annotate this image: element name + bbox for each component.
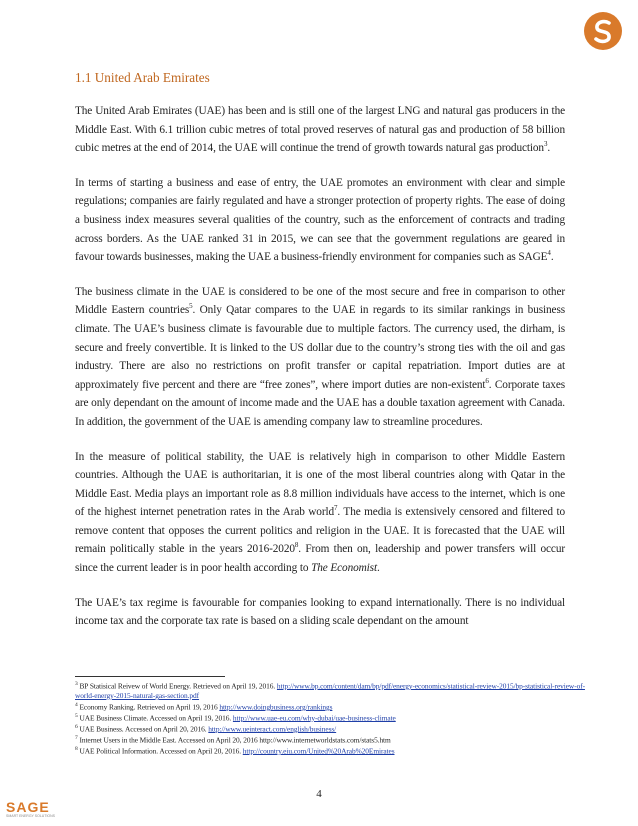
footnote-link[interactable]: http://country.eiu.com/United%20Arab%20Emirates <box>242 746 395 756</box>
page-content <box>75 70 565 647</box>
section-heading: 1.1 United Arab Emirates <box>75 70 210 85</box>
logo-tagline: SMART ENERGY SOLUTIONS <box>6 814 56 818</box>
footnote-link[interactable]: http://www.bp.com/content/dam/bp/pdf/energy-economics/statistical-review-2015/bp-statistical-review-of-world-energy-2015-natural-gas-section.pdf <box>75 681 585 701</box>
footnote-4: $^4$ Economy Ranking. Retrieved on April 19, 2016 http://www.doingbusiness.org/rankings <box>75 701 333 712</box>
footnote-ref[interactable]: 7 <box>334 504 338 513</box>
footnote-link[interactable]: http://www.uae-eu.com/why-dubai/uae-business-climate <box>232 713 396 723</box>
paragraph-tax-regime: The UAE’s tax regime is favourable for companies looking to expand internationally. There is no individual income tax and the corporate tax rate is based on a sliding scale dependant on the amount <box>75 596 565 628</box>
footnote-6: $^6$ UAE Business. Accessed on April 20, 2016. http://www.ueinteract.com/english/business/ <box>75 723 337 734</box>
footnote-ref[interactable]: 6 <box>485 376 489 385</box>
footnote-3: $^3$ BP Statisical Reivew of World Energy. Retrieved on April 19, 2016. http://www.bp.com/content/dam/bp/pdf/energy-economics/statistical-review-2015/bp-statistical-review-of-world-energy-2015-natural-gas-section.pdf <box>75 681 585 701</box>
paragraph-natural-gas: The United Arab Emirates (UAE) has been and is still one of the largest LNG and natural gas producers in the Middle East. With 6.1 trillion cubic metres of total proved reserves of natural gas and production of 58 billion cubic metres at the end of 2014, the UAE will continue the trend of growth towards natural gas production$^3$. <box>75 105 565 155</box>
footnote-8: $^8$ UAE Political Information. Accessed on April 20, 2016. http://country.eiu.com/United%20Arab%20Emirates <box>75 745 395 756</box>
footnote-link[interactable]: http://www.doingbusiness.org/rankings <box>219 702 333 712</box>
footnote-ref[interactable]: 8 <box>294 541 299 550</box>
footnote-ref[interactable]: 5 <box>189 302 193 311</box>
footnotes <box>75 680 585 756</box>
footnote-7: $^7$ Internet Users in the Middle East. Accessed on April 20, 2016 http://www.internetworldstats.com/stats5.htm <box>75 734 391 745</box>
footnote-divider <box>75 676 225 677</box>
paragraph-ease-of-business: In terms of starting a business and ease of entry, the UAE promotes an environment with clear and simple regulations; companies are fairly regulated and have a stronger protection of property rights. The ease of doing a business index measures several qualities of the country, such as the enforcement of contracts and trading across borders. As the UAE ranked 31 in 2015, we can see that the government regulations are geared in favour towards businesses, making the UAE a business-friendly environment for companies such as SAGE$^4$. <box>75 176 565 264</box>
footnote-link[interactable]: http://www.ueinteract.com/english/business/ <box>208 724 337 734</box>
footnote-ref[interactable]: 4 <box>547 249 551 258</box>
sage-logo <box>6 799 56 819</box>
logo-wordmark: SAGE <box>6 799 50 815</box>
paragraph-political-stability: In the measure of political stability, the UAE is relatively high in comparison to other Middle Eastern countries. Although the UAE is authoritarian, it is one of the most liberal countries along with Qatar in the Middle East. Media plays an important role as 8.8 million individuals have access to the internet, which is one of the highest internet penetration rates in the Arab world$^7$. The media is extensively censored and filtered to remove content that opposes the current politics and religion in the UAE. It is forecasted that the UAE will remain politically stable in the years 2016-2020$^8$. From then on, leadership and power transfers will occur since the current leader is in poor health according to The Economist. <box>75 450 565 575</box>
s-swirl-icon <box>584 12 622 50</box>
company-logo-icon <box>584 12 622 50</box>
footnote-ref[interactable]: 3 <box>543 140 548 149</box>
footnote-5: $^5$ UAE Business Climate. Accessed on April 19, 2016. http://www.uae-eu.com/why-dubai/uae-business-climate <box>75 712 396 723</box>
paragraph-business-climate: The business climate in the UAE is considered to be one of the most secure and free in comparison to other Middle Eastern countries$^5$. Only Qatar compares to the UAE in regards to its similar rankings in business climate. The UAE’s business climate is favourable due to multiple factors. The currency used, the dirham, is secure and freely convertible. It is linked to the US dollar due to the country’s strong ties with the oil and gas industry. There are also no restrictions on profit transfer or capital repatriation. Import duties are at approximately five percent and there are “free zones”, where import duties are non-existent$^6$. Corporate taxes are only dependant on the amount of income made and the UAE has a double taxation agreement with Canada. In addition, the government of the UAE is amending company law to streamline procedures. <box>75 285 565 428</box>
page-number: 4 <box>316 788 322 800</box>
